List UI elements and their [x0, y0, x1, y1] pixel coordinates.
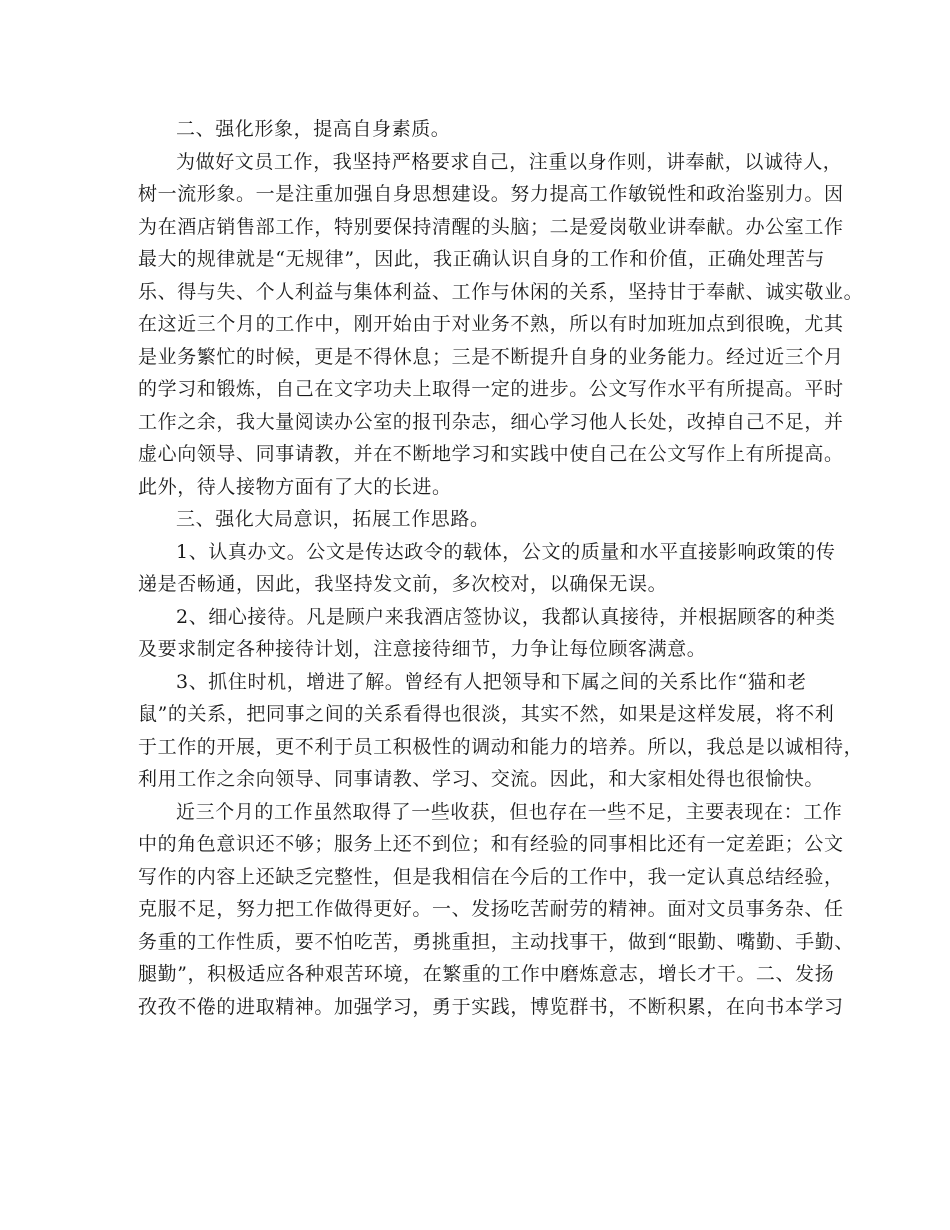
paragraph-first-line: 1、认真办文。公文是传达政令的载体，公文的质量和水平直接影响政策的传: [176, 540, 836, 563]
paragraph-first-line: 3、抓住时机，增进了解。曾经有人把领导和下属之间的关系比作“猫和老: [176, 670, 807, 693]
text-line: 克服不足，努力把工作做得更好。一、发扬吃苦耐劳的精神。面对文员事务杂、任: [138, 898, 844, 920]
text-line: 鼠”的关系，把同事之间的关系看得也很淡，其实不然，如果是这样发展，将不利: [138, 703, 835, 725]
text-line: 最大的规律就是“无规律”，因此，我正确认识自身的工作和价值，正确处理苦与: [138, 248, 826, 270]
text-line: 写作的内容上还缺乏完整性，但是我相信在今后的工作中，我一定认真总结经验，: [138, 865, 844, 888]
text-line: 虚心向领导、同事请教，并在不断地学习和实践中使自己在公文写作上有所提高。: [138, 443, 844, 465]
text-line: 孜孜不倦的进取精神。加强学习，勇于实践，博览群书，不断积累，在向书本学习: [138, 995, 844, 1018]
text-line: 腿勤”，积极适应各种艰苦环境，在繁重的工作中磨炼意志，增长才干。二、发扬: [138, 963, 835, 985]
text-line: 工作之余，我大量阅读办公室的报刊杂志，细心学习他人长处，改掉自己不足，并: [138, 410, 844, 433]
text-line: 为在酒店销售部工作，特别要保持清醒的头脑；二是爱岗敬业讲奉献。办公室工作: [138, 215, 844, 238]
text-line: 的学习和锻炼，自己在文字功夫上取得一定的进步。公文写作水平有所提高。平时: [138, 378, 844, 400]
paragraph-first-line: 2、细心接待。凡是顾户来我酒店签协议，我都认真接待，并根据顾客的种类: [176, 605, 836, 628]
paragraph-first-line: 为做好文员工作，我坚持严格要求自己，注重以身作则，讲奉献，以诚待人，: [176, 150, 843, 173]
text-line: 递是否畅通，因此，我坚持发文前，多次校对，以确保无误。: [138, 573, 668, 595]
text-line: 是业务繁忙的时候，更是不得休息；三是不断提升自身的业务能力。经过近三个月: [138, 345, 844, 368]
text-line: 此外，待人接物方面有了大的长进。: [138, 475, 452, 498]
text-line: 于工作的开展，更不利于员工积极性的调动和能力的培养。所以，我总是以诚相待，: [138, 735, 864, 758]
text-line: 利用工作之余向领导、同事请教、学习、交流。因此，和大家相处得也很愉快。: [138, 768, 825, 790]
text-line: 务重的工作性质，要不怕吃苦，勇挑重担，主动找事干，做到“眼勤、嘴勤、手勤、: [138, 930, 854, 953]
text-line: 在这近三个月的工作中，刚开始由于对业务不熟，所以有时加班加点到很晚，尤其: [138, 313, 844, 335]
paragraph-first-line: 三、强化大局意识，拓展工作思路。: [176, 508, 490, 530]
paragraph-first-line: 二、强化形象，提高自身素质。: [176, 118, 451, 140]
text-line: 中的角色意识还不够；服务上还不到位；和有经验的同事相比还有一定差距；公文: [138, 833, 844, 855]
text-line: 树一流形象。一是注重加强自身思想建设。努力提高工作敏锐性和政治鉴别力。因: [138, 183, 844, 205]
text-line: 及要求制定各种接待计划，注意接待细节，力争让每位顾客满意。: [138, 638, 707, 660]
text-line: 乐、得与失、个人利益与集体利益、工作与休闲的关系，坚持甘于奉献、诚实敬业。: [138, 280, 864, 303]
paragraph-first-line: 近三个月的工作虽然取得了一些收获，但也存在一些不足，主要表现在：工作: [176, 800, 843, 823]
document-body: [138, 113, 864, 1023]
